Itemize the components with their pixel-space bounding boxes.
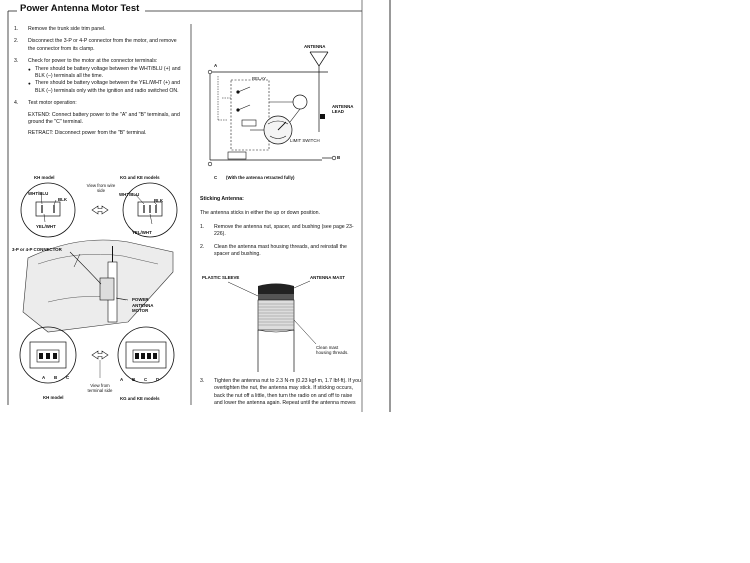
sticking-step-3-body: 3. Tighten the antenna nut to 2.3 N·m (0.23 kgf·m, 1.7 lbf·ft). If you overtighten the nut, the antenna may stick. If sticking occurs, back the nut off a little, then turn the radio on and off to raise and lower the antenna again. Repeat until the antenna moves (200, 378, 361, 407)
test-steps (14, 26, 184, 143)
connector-label: 3-P or 4-P CONNECTOR (12, 247, 62, 252)
terminal-c-kg: C (144, 377, 148, 382)
antenna-lead-label: ANTENNA LEAD (332, 104, 354, 115)
terminal-c-kh: C (66, 375, 70, 380)
step-4: 4. Test motor operation: EXTEND: Connect battery power to the "A" and "B" terminals, and ground the "C" terminal. RETRACT: Disconnect power from the "B" terminal. (14, 100, 184, 138)
sticking-heading: Sticking Antenna: (200, 196, 244, 202)
terminal-a-kh: A (42, 375, 46, 380)
retract-instruction: RETRACT: Disconnect power from the "B" terminal. (28, 130, 147, 137)
circuit-caption: (With the antenna retracted fully) (226, 175, 295, 180)
manual-page (0, 0, 392, 412)
kg-ke-models-label-bottom: KG and KE models (120, 396, 160, 401)
yel-wht-label-kh: YEL/WHT (36, 224, 56, 229)
clean-mast-note: Clean mast housing threads. (316, 345, 349, 356)
yel-wht-label-kg: YEL/WHT (132, 230, 152, 235)
blk-label-kh: BLK (58, 197, 68, 202)
relay-label: RELAY (252, 76, 267, 81)
wht-blu-label-kg: WHT/BLU (119, 192, 140, 197)
sticking-intro: The antenna sticks in either the up or down position. (200, 210, 320, 217)
terminal-b-kh: B (54, 375, 58, 380)
connector-drawing (8, 172, 191, 406)
sticking-step-3 (200, 378, 362, 412)
connector-figure (8, 172, 191, 406)
terminal-b-kg: B (132, 377, 136, 382)
step-1: 1. Remove the trunk side trim panel. (14, 26, 106, 32)
view-terminal-side-label: View from terminal side (87, 383, 113, 394)
bullet-item: ● There should be battery voltage between the WHT/BLU (+) and BLK (–) terminals all the time. (28, 66, 184, 81)
wht-blu-label-kh: WHT/BLU (28, 191, 49, 196)
terminal-d-kg: D (156, 377, 160, 382)
antenna-mast-figure (198, 272, 362, 374)
terminal-a-kg: A (120, 377, 124, 382)
power-antenna-motor-label: POWER ANTENNA MOTOR (132, 297, 154, 314)
bullet-item: ● There should be battery voltage between the YEL/WHT (+) and BLK (–) terminals only with the ignition and radio switched ON. (28, 80, 184, 95)
terminal-b-label: B (337, 155, 341, 160)
page-title: Power Antenna Motor Test (20, 3, 140, 14)
plastic-sleeve-label: PLASTIC SLEEVE (202, 275, 240, 280)
step-3: 3. Check for power to the motor at the connector terminals: ● There should be battery voltage between the WHT/BLU (+) and BLK (–) terminals all the time. ● There should be battery voltage between the YEL/WHT (+) and BLK (–) terminals only with the ignition and radio switched ON. (14, 58, 184, 95)
blk-label-kg: BLK (154, 198, 164, 203)
sticking-step-2: 2. Clean the antenna mast housing threads, and reinstall the spacer and bushing. (200, 243, 347, 258)
antenna-mast-drawing (198, 272, 362, 374)
kg-ke-models-label-top: KG and KE models (120, 175, 160, 180)
sticking-step-1: 1. Remove the antenna nut, spacer, and bushing (see page 23-226). (200, 223, 354, 238)
step-2: 2. Disconnect the 3-P or 4-P connector from the motor, and remove the connector from its clamp. (14, 38, 177, 52)
extend-instruction: EXTEND: Connect battery power to the "A" and "B" terminals, and ground the "C" terminal. (28, 111, 180, 126)
circuit-diagram (198, 40, 362, 184)
antenna-label: ANTENNA (304, 44, 326, 49)
limit-switch-label: LIMIT SWITCH (290, 138, 320, 143)
sticking-antenna-section (200, 196, 362, 263)
view-wire-side-label: View from wire side (86, 183, 116, 194)
kh-model-label-bottom: KH model (43, 395, 64, 400)
antenna-mast-label: ANTENNA MAST (310, 275, 345, 280)
terminal-c-label: C (214, 175, 218, 180)
terminal-a-label: A (214, 63, 218, 68)
kh-model-label-top: KH model (34, 175, 55, 180)
